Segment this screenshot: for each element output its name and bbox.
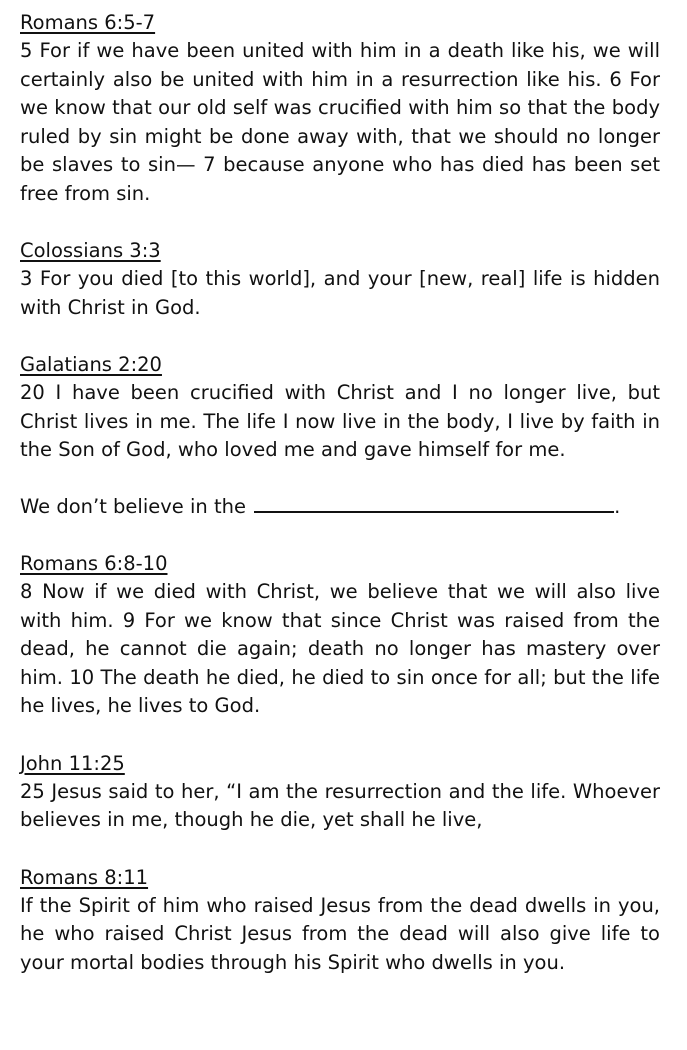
passage-reference: Romans 6:5-7	[20, 11, 156, 34]
passage-text: 5 For if we have been united with him in a death like his, we will certainly also be united with him in a resurrection like his. 6 For we know that our old self was crucified with him so that the body ruled by sin might be done away with, that we should no longer be slaves to sin— 7 because anyone who has died has been set free from sin.	[20, 39, 660, 205]
passage-text: 25 Jesus said to her, “I am the resurrection and the life. Whoever believes in me, though he die, yet shall he live,	[20, 779, 660, 831]
passage-text: 20 I have been crucified with Christ and I no longer live, but Christ lives in me. The life I now live in the body, I live by faith in the Son of God, who loved me and gave himself for me.	[20, 381, 660, 461]
worksheet-page	[20, 8, 660, 1005]
passage-romans-6-5-7	[20, 8, 660, 208]
passage-reference: Romans 8:11	[20, 865, 149, 889]
passage-text: 3 For you died [to this world], and your [new, real] life is hidden with Christ in God.	[20, 267, 660, 319]
fill-in-blank-statement	[20, 493, 660, 522]
passage-text: 8 Now if we died with Christ, we believe that we will also live with him. 9 For we know that since Christ was raised from the dead, he cannot die again; death no longer has mastery over him. 10 The death he died, he died to sin once for all; but the life he lives, he lives to God.	[20, 580, 660, 717]
passage-galatians-2-20	[20, 350, 660, 465]
passage-text: If the Spirit of him who raised Jesus from the dead dwells in you, he who raised Christ Jesus from the dead will also give life to your mortal bodies through his Spirit who dwells in you.	[20, 893, 660, 974]
passage-romans-6-8-10	[20, 549, 660, 721]
passage-reference: John 11:25	[20, 751, 125, 775]
passage-colossians-3-3	[20, 236, 660, 322]
passage-romans-8-11	[20, 863, 660, 978]
fill-in-suffix: .	[614, 494, 621, 518]
passage-reference: Galatians 2:20	[20, 353, 162, 376]
fill-in-blank-line[interactable]	[254, 493, 614, 513]
passage-reference: Colossians 3:3	[20, 239, 161, 262]
passage-john-11-25	[20, 749, 660, 835]
passage-reference: Romans 6:8-10	[20, 552, 168, 575]
fill-in-prefix: We don’t believe in the	[20, 494, 246, 518]
